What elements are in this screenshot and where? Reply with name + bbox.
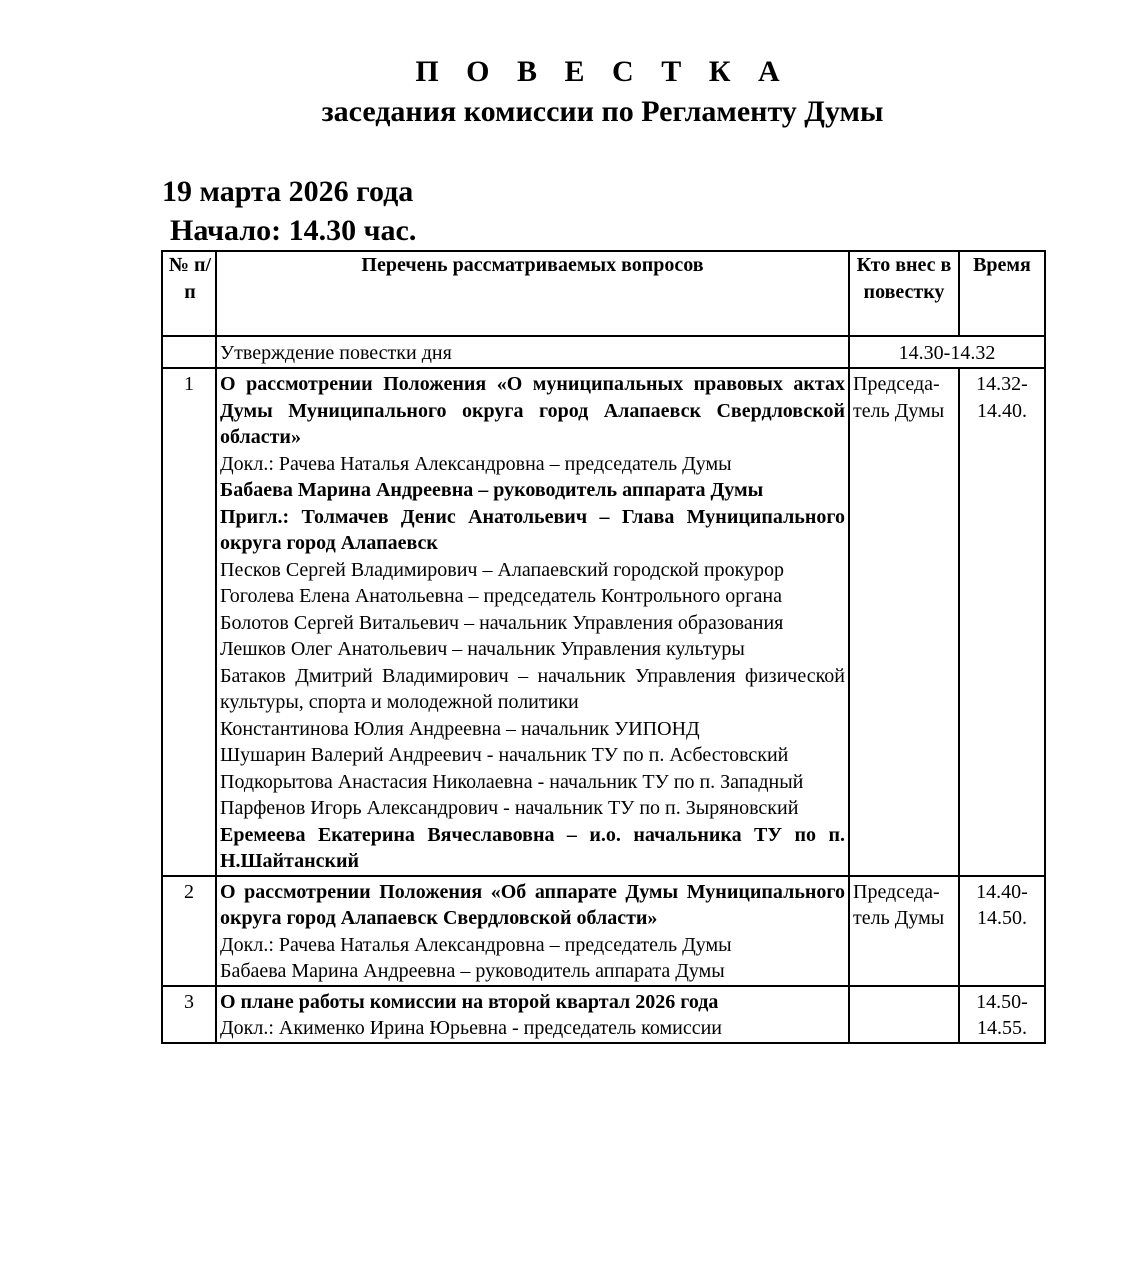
item-time: 14.32-14.40. <box>959 368 1045 876</box>
invited-line: Константинова Юлия Андреевна – начальник УИПОНД <box>220 717 700 740</box>
table-row-item-1 <box>162 368 1045 876</box>
item-initiator <box>849 986 959 1043</box>
agenda-table <box>161 250 1046 1044</box>
table-row-approval <box>162 336 1045 368</box>
column-header-number: № п/п <box>162 251 216 336</box>
speaker-line: Докл.: Рачева Наталья Александровна – председатель Думы <box>220 933 732 956</box>
item-topic: О плане работы комиссии на второй квартал 2026 года <box>220 990 719 1013</box>
table-row-item-2 <box>162 876 1045 986</box>
item-topic: О рассмотрении Положения «О муниципальных правовых актах Думы Муниципального округа город Алапаевск Свердловской области» <box>220 373 845 448</box>
item-time: 14.50-14.55. <box>959 986 1045 1043</box>
item-number: 3 <box>162 986 216 1043</box>
column-header-topics: Перечень рассматриваемых вопросов <box>216 251 849 336</box>
speaker-line: Бабаева Марина Андреевна – руководитель аппарата Думы <box>220 479 764 501</box>
item-content <box>216 986 849 1043</box>
item-topic: О рассмотрении Положения «Об аппарате Думы Муниципального округа город Алапаевск Свердловской области» <box>220 880 845 929</box>
invited-line: Еремеева Екатерина Вячеславовна – и.о. начальника ТУ по п. Н.Шайтанский <box>220 823 845 872</box>
column-header-initiator: Кто внес в повестку <box>849 251 959 336</box>
column-header-time: Время <box>959 251 1045 336</box>
speaker-line: Докл.: Акименко Ирина Юрьевна - председатель комиссии <box>220 1017 722 1039</box>
speaker-line: Докл.: Рачева Наталья Александровна – председатель Думы <box>220 452 732 475</box>
approval-time: 14.30-14.32 <box>849 336 1045 368</box>
invited-line: Болотов Сергей Витальевич – начальник Управления образования <box>220 611 784 634</box>
invited-line: Песков Сергей Владимирович – Алапаевский городской прокурор <box>220 558 785 581</box>
table-header-row <box>162 251 1045 336</box>
item-initiator: Председа-тель Думы <box>849 876 959 986</box>
invited-line: Батаков Дмитрий Владимирович – начальник Управления физической культуры, спорта и молодежной политики <box>220 664 845 713</box>
speaker-line: Бабаева Марина Андреевна – руководитель аппарата Думы <box>220 960 725 982</box>
approval-number-cell <box>162 336 216 368</box>
invited-line: Лешков Олег Анатольевич – начальник Управления культуры <box>220 638 745 660</box>
document-title: П О В Е С Т К А <box>415 55 790 88</box>
invited-line: Гоголева Елена Анатольевна – председатель Контрольного органа <box>220 585 782 607</box>
item-number: 1 <box>162 368 216 876</box>
invited-line: Подкорытова Анастасия Николаевна - начальник ТУ по п. Западный <box>220 770 804 793</box>
item-time: 14.40-14.50. <box>959 876 1045 986</box>
document-subtitle: заседания комиссии по Регламенту Думы <box>321 95 884 128</box>
meeting-start-time: Начало: 14.30 час. <box>170 214 417 247</box>
meeting-date: 19 марта 2026 года <box>162 175 414 208</box>
invited-line: Парфенов Игорь Александрович - начальник ТУ по п. Зыряновский <box>220 797 799 819</box>
invited-line: Шушарин Валерий Андреевич - начальник ТУ по п. Асбестовский <box>220 744 789 766</box>
item-content <box>216 368 849 876</box>
invited-line: Пригл.: Толмачев Денис Анатольевич – Глава Муниципального округа город Алапаевск <box>220 505 845 554</box>
table-row-item-3 <box>162 986 1045 1043</box>
item-content <box>216 876 849 986</box>
approval-text: Утверждение повестки дня <box>216 336 849 368</box>
item-number: 2 <box>162 876 216 986</box>
item-initiator: Председа-тель Думы <box>849 368 959 876</box>
